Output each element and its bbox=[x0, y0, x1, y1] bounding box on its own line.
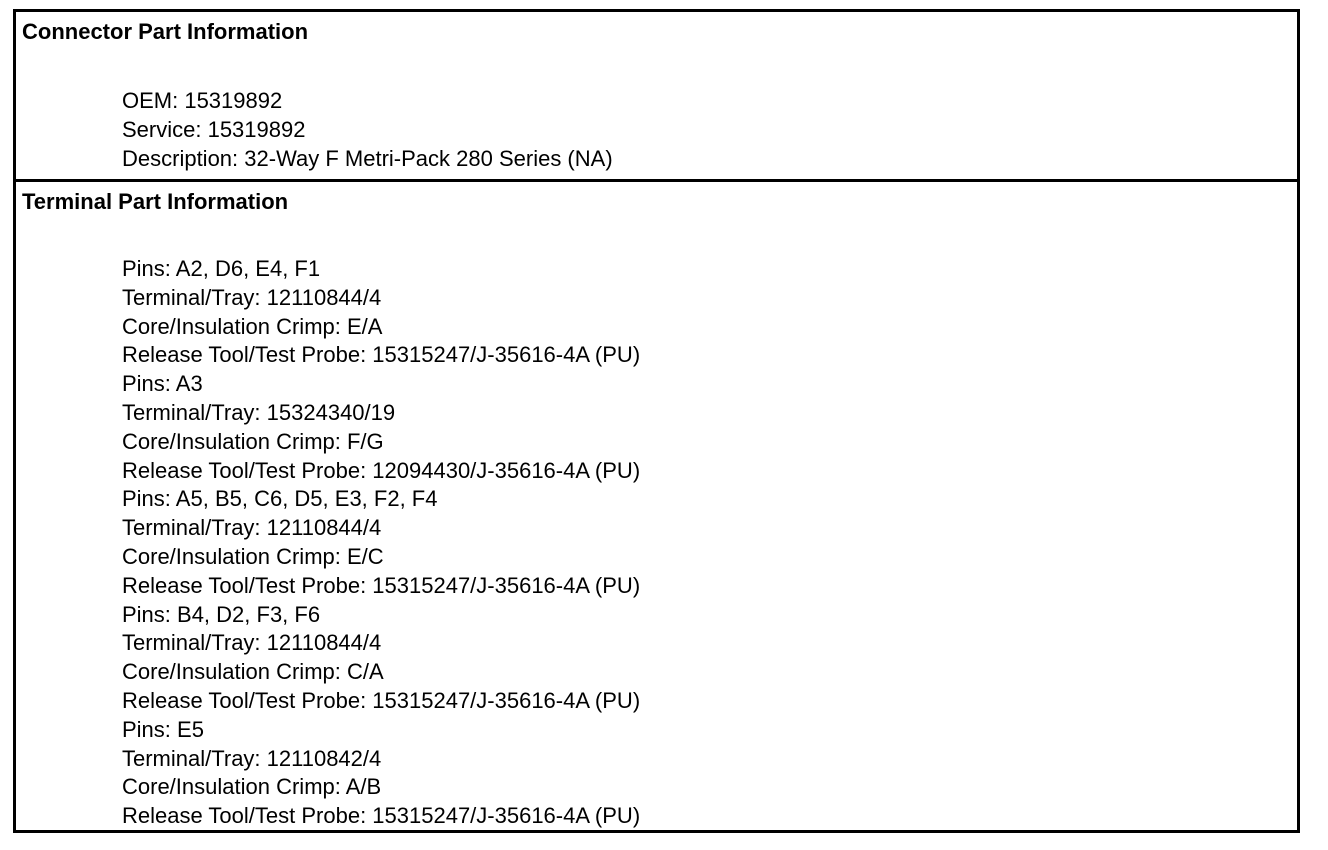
terminal-crimp-line: Core/Insulation Crimp: E/A bbox=[122, 313, 383, 339]
connector-heading: Connector Part Information bbox=[22, 19, 309, 44]
terminal-crimp-line: Core/Insulation Crimp: A/B bbox=[122, 774, 382, 800]
connector-details-list bbox=[122, 87, 613, 173]
terminal-release-tool-line: Release Tool/Test Probe: 15315247/J-35616-4A (PU) bbox=[122, 342, 641, 368]
terminal-pins-line: Pins: A5, B5, C6, D5, E3, F2, F4 bbox=[122, 486, 438, 512]
terminal-release-tool-line: Release Tool/Test Probe: 15315247/J-35616-4A (PU) bbox=[122, 803, 641, 829]
terminal-part-section bbox=[16, 179, 1297, 830]
terminal-tray-line: Terminal/Tray: 12110844/4 bbox=[122, 515, 382, 541]
terminal-release-tool-line: Release Tool/Test Probe: 15315247/J-35616-4A (PU) bbox=[122, 572, 641, 598]
terminal-crimp-line: Core/Insulation Crimp: E/C bbox=[122, 543, 384, 569]
terminal-crimp-line: Core/Insulation Crimp: C/A bbox=[122, 659, 384, 685]
connector-description-line: Description: 32-Way F Metri-Pack 280 Series (NA) bbox=[122, 145, 613, 171]
terminal-tray-line: Terminal/Tray: 12110844/4 bbox=[122, 630, 382, 656]
connector-oem-line: OEM: 15319892 bbox=[122, 88, 283, 113]
terminal-tray-line: Terminal/Tray: 12110844/4 bbox=[122, 284, 382, 310]
part-information-table bbox=[13, 9, 1300, 833]
connector-part-section bbox=[16, 12, 1297, 179]
terminal-crimp-line: Core/Insulation Crimp: F/G bbox=[122, 428, 384, 454]
terminal-heading: Terminal Part Information bbox=[22, 189, 289, 214]
terminal-tray-line: Terminal/Tray: 15324340/19 bbox=[122, 399, 396, 425]
terminal-tray-line: Terminal/Tray: 12110842/4 bbox=[122, 745, 382, 771]
terminal-pins-line: Pins: B4, D2, F3, F6 bbox=[122, 601, 321, 627]
terminal-pins-line: Pins: A3 bbox=[122, 371, 203, 397]
terminal-release-tool-line: Release Tool/Test Probe: 12094430/J-35616-4A (PU) bbox=[122, 457, 641, 483]
terminal-pins-line: Pins: E5 bbox=[122, 716, 204, 742]
terminal-release-tool-line: Release Tool/Test Probe: 15315247/J-35616-4A (PU) bbox=[122, 687, 641, 713]
terminal-details-list bbox=[122, 255, 640, 831]
terminal-pins-line: Pins: A2, D6, E4, F1 bbox=[122, 256, 321, 281]
connector-service-line: Service: 15319892 bbox=[122, 116, 306, 142]
